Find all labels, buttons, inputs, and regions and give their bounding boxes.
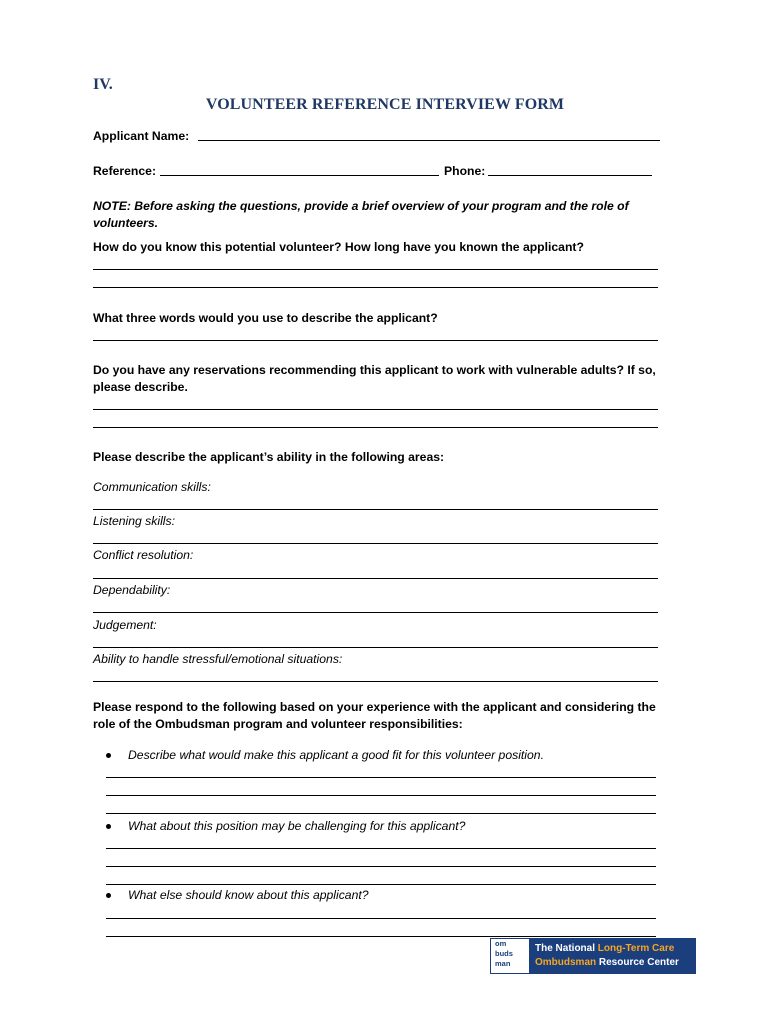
ability-label: Communication skills: [93, 480, 211, 494]
answer-line[interactable] [106, 936, 656, 937]
bullet-question-else: What else should know about this applicant? [128, 888, 369, 902]
answer-line[interactable] [106, 813, 656, 814]
reference-label: Reference: [93, 164, 156, 178]
question-know-applicant: How do you know this potential volunteer? How long have you known the applicant? [93, 240, 584, 254]
phone-label: Phone: [444, 164, 486, 178]
logo-text-line2 [535, 956, 695, 970]
respond-intro-line1: Please respond to the following based on your experience with the applicant and considering the [93, 700, 656, 714]
answer-line[interactable] [93, 340, 658, 341]
question-reservations-line1: Do you have any reservations recommending this applicant to work with vulnerable adults? If so, [93, 363, 656, 377]
applicant-name-label: Applicant Name: [93, 129, 190, 143]
ability-answer-line[interactable] [93, 612, 658, 613]
bullet-question-challenging: What about this position may be challenging for this applicant? [128, 819, 466, 833]
answer-line[interactable] [93, 409, 658, 410]
section-number: IV. [93, 76, 113, 93]
ombudsman-logo-mark [491, 939, 529, 973]
bullet-question-good-fit: Describe what would make this applicant a good fit for this volunteer position. [128, 748, 544, 762]
logo-mark-line: om [495, 939, 507, 948]
answer-line[interactable] [106, 918, 656, 919]
answer-line[interactable] [106, 777, 656, 778]
applicant-name-field[interactable] [198, 140, 660, 141]
answer-line[interactable] [93, 427, 658, 428]
answer-line[interactable] [93, 269, 658, 270]
phone-field[interactable] [488, 175, 652, 176]
note-text: NOTE: Before asking the questions, provide a brief overview of your program and the role of volunteers. [93, 199, 629, 230]
logo-mark-line: buds [495, 949, 513, 958]
reference-field[interactable] [160, 175, 439, 176]
respond-intro-line2: role of the Ombudsman program and volunteer responsibilities: [93, 717, 463, 731]
ability-label: Conflict resolution: [93, 548, 194, 562]
logo-text-line1 [535, 942, 695, 956]
logo-mark-line: man [495, 959, 511, 968]
question-reservations-line2: please describe. [93, 380, 188, 394]
question-three-words: What three words would you use to describe the applicant? [93, 311, 438, 325]
logo-text-highlight: Ombudsman [535, 957, 597, 968]
ability-answer-line[interactable] [93, 578, 658, 579]
bullet-icon [106, 893, 111, 898]
logo-text-highlight: Long-Term Care [597, 943, 675, 954]
ability-label: Judgement: [93, 618, 157, 632]
ability-answer-line[interactable] [93, 543, 658, 544]
ability-answer-line[interactable] [93, 509, 658, 510]
answer-line[interactable] [106, 795, 656, 796]
ability-label: Dependability: [93, 583, 171, 597]
logo-text-part: The National [535, 943, 598, 954]
form-title: VOLUNTEER REFERENCE INTERVIEW FORM [205, 96, 565, 113]
ability-answer-line[interactable] [93, 647, 658, 648]
ability-label: Listening skills: [93, 514, 175, 528]
answer-line[interactable] [106, 848, 656, 849]
question-abilities: Please describe the applicant’s ability in the following areas: [93, 450, 445, 464]
answer-line[interactable] [106, 884, 656, 885]
bullet-icon [106, 753, 111, 758]
answer-line[interactable] [106, 866, 656, 867]
logo-text-part: Resource Center [596, 957, 679, 968]
logo-text-block [529, 939, 695, 973]
bullet-icon [106, 824, 111, 829]
answer-line[interactable] [93, 287, 658, 288]
ombudsman-resource-center-logo [490, 938, 696, 974]
ability-answer-line[interactable] [93, 681, 658, 682]
ability-label: Ability to handle stressful/emotional situations: [93, 652, 343, 666]
